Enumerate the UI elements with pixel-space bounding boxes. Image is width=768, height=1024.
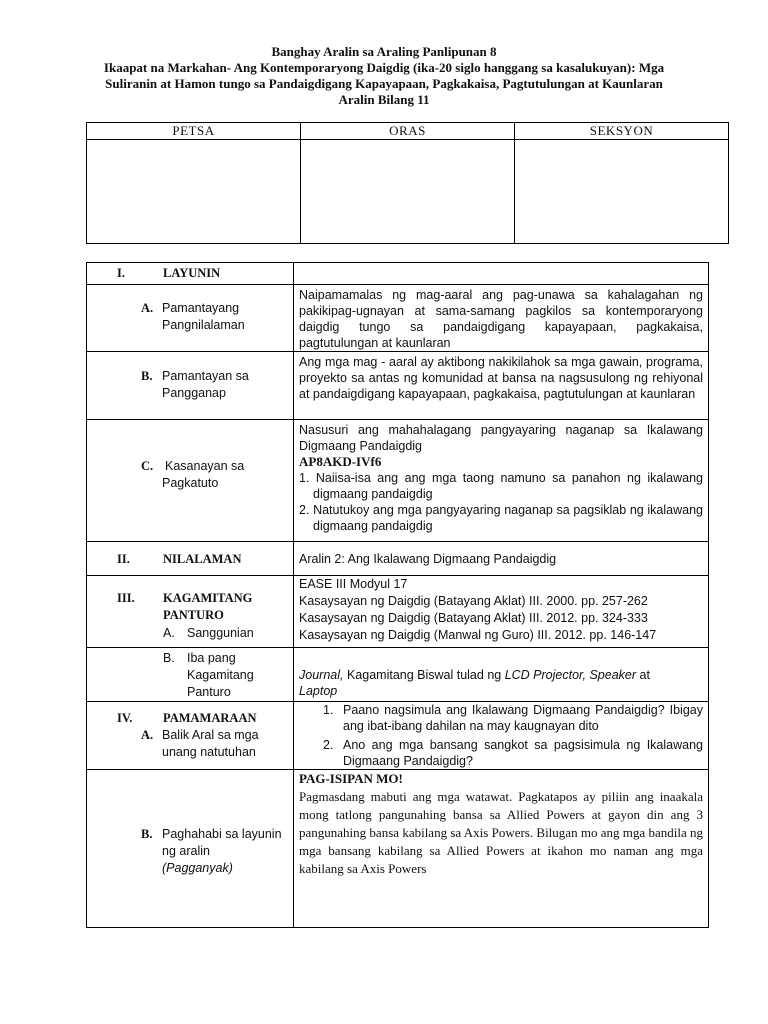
item-letter: C. <box>141 459 154 473</box>
schedule-empty-row <box>87 140 729 244</box>
item-label: (Pagganyak) <box>162 861 233 875</box>
schedule-header-row <box>87 123 729 140</box>
layunin-label-cell <box>87 263 294 285</box>
iba-pang-kagamitan-text <box>294 648 709 702</box>
column-header-seksyon: SEKSYON <box>515 123 729 140</box>
seksyon-cell[interactable] <box>515 140 729 244</box>
activity-heading: PAG-ISIPAN MO! <box>299 771 403 786</box>
row-paghahabi <box>87 770 709 928</box>
petsa-cell[interactable] <box>87 140 301 244</box>
question-text: Paano nagsimula ang Ikalawang Digmaang Pandaigdig? Ibigay ang ibat-ibang dahilan na may kaugnayan dito <box>343 703 703 733</box>
item-label: Kagamitang <box>187 668 254 682</box>
header-subtitle-line1: Ikaapat na Markahan- Ang Kontemporaryong Daigdig (ika-20 siglo hanggang sa kasalukuyan): Mga <box>103 60 665 75</box>
references-cell <box>294 576 709 648</box>
kasanayan-content <box>294 420 709 542</box>
pamantayan-sa-pangganap-text: Ang mga mag - aaral ay aktibong nakikilahok sa mga gawain, programa, proyekto sa antas ng komunidad at bansa na nagsusulong ng rehiyonal at pandaigdigang kapayapaan, pagkakaisa, pagtutulungan at kaunlaran <box>294 352 709 420</box>
section-number: I. <box>117 266 125 280</box>
item-letter: A. <box>141 728 154 742</box>
activity-instructions: Pagmasdang mabuti ang mga watawat. Pagkatapos ay piliin ang inaakala mong tatlong pangunahing bansa sa Allied Powers at gayon din ang 3 pangunahing bansa kabilang sa Axis Powers. Bilugan mo ang mga bandila ng mga bansang kabilang sa Allied Powers at ikahon mo naman ang mga kabilang sa Axis Powers <box>299 789 703 876</box>
schedule-table <box>86 122 729 244</box>
item-letter: B. <box>141 369 153 383</box>
item-letter: A. <box>163 626 175 640</box>
question-text: Ano ang mga bansang sangkot sa pagsisimula ng Ikalawang Digmaang Pandaigdig? <box>343 738 703 768</box>
paghahabi-content <box>294 770 709 928</box>
column-header-oras: ORAS <box>301 123 515 140</box>
item-label: Balik Aral sa mga <box>162 728 259 742</box>
item-letter: B. <box>163 651 175 665</box>
header-title: Banghay Aralin sa Araling Panlipunan 8 <box>271 44 497 59</box>
laptop-text: Laptop <box>299 684 338 698</box>
journal-text: Journal, <box>299 668 344 682</box>
item-label: Kasanayan sa <box>165 459 245 473</box>
row-nilalaman <box>87 542 709 576</box>
question-number: 1. <box>323 703 334 717</box>
section-number: II. <box>117 552 130 566</box>
section-number: IV. <box>117 711 133 725</box>
item-label: Pangnilalaman <box>162 318 245 332</box>
column-header-petsa: PETSA <box>87 123 301 140</box>
item-label: Panturo <box>187 685 231 699</box>
item-label: ng aralin <box>162 844 210 858</box>
lcd-speaker-text: LCD Projector, Speaker <box>504 668 637 682</box>
item-label: Sanggunian <box>187 626 254 640</box>
item-label: Pamantayan sa <box>162 369 249 383</box>
reference-item: Kasaysayan ng Daigdig (Manwal ng Guro) III. 2012. pp. 146-147 <box>299 628 657 642</box>
row-balik-aral <box>87 702 709 770</box>
balik-aral-questions <box>294 702 709 770</box>
kasanayan-intro: Nasusuri ang mahahalagang pangyayaring naganap sa Ikalawang Digmaang Pandaigdig <box>299 423 703 453</box>
row-pamantayang-pangnilalaman <box>87 285 709 352</box>
header-lesson-number: Aralin Bilang 11 <box>338 92 430 107</box>
document-header <box>0 44 768 108</box>
section-number: III. <box>117 591 135 605</box>
at-text: at <box>636 668 650 682</box>
section-title: PAMAMARAAN <box>163 711 257 725</box>
item-label: unang natutuhan <box>162 745 256 759</box>
nilalaman-text: Aralin 2: Ang Ikalawang Digmaang Pandaigdig <box>294 542 709 576</box>
item-label: Iba pang <box>187 651 236 665</box>
pamantayang-pangnilalaman-text: Naipamamalas ng mag-aaral ang pag-unawa sa kahalagahan ng pakikipag-ugnayan at sama-samang pagkilos sa kontemporaryong daigdig tungo sa pandaigdigang kapayapaan, pagkakaisa, pagtutulungan at kaunlaran <box>294 285 709 352</box>
item-label: Pamantayang <box>162 301 240 315</box>
reference-item: EASE III Modyul 17 <box>299 577 408 591</box>
row-layunin <box>87 263 709 285</box>
materials-text: Kagamitang Biswal tulad ng <box>343 668 505 682</box>
reference-item: Kasaysayan ng Daigdig (Batayang Aklat) III. 2000. pp. 257-262 <box>299 594 648 608</box>
objective-item-1: 1. Naiisa-isa ang ang mga taong namuno sa panahon ng ikalawang digmaang pandaigdig <box>299 471 703 501</box>
competency-code: AP8AKD-IVf6 <box>299 454 382 469</box>
section-title: KAGAMITANG <box>163 591 253 605</box>
section-title: LAYUNIN <box>163 266 221 280</box>
row-iba-pang-kagamitan <box>87 648 709 702</box>
layunin-content-cell <box>294 263 709 285</box>
header-subtitle-line2: Suliranin at Hamon tungo sa Pandaigdigang Kapayapaan, Pagkakaisa, Pagtutulungan at Kaunlaran <box>105 76 663 91</box>
lesson-plan-table <box>86 262 709 928</box>
question-number: 2. <box>323 738 334 752</box>
oras-cell[interactable] <box>301 140 515 244</box>
item-label: Pangganap <box>162 386 226 400</box>
question-2 <box>299 737 703 769</box>
reference-item: Kasaysayan ng Daigdig (Batayang Aklat) III. 2012. pp. 324-333 <box>299 611 648 625</box>
item-label: Paghahabi sa layunin <box>162 827 282 841</box>
item-letter: A. <box>141 301 154 315</box>
row-pamantayan-sa-pangganap <box>87 352 709 420</box>
item-label: Pagkatuto <box>162 476 219 490</box>
section-title: NILALAMAN <box>163 552 242 566</box>
objective-item-2: 2. Natutukoy ang mga pangyayaring naganap sa pagsiklab ng ikalawang digmaang pandaigdig <box>299 503 703 533</box>
item-letter: B. <box>141 827 153 841</box>
question-1 <box>299 702 703 734</box>
row-kagamitang-panturo <box>87 576 709 648</box>
row-kasanayan-sa-pagkatuto <box>87 420 709 542</box>
section-title: PANTURO <box>163 608 224 622</box>
